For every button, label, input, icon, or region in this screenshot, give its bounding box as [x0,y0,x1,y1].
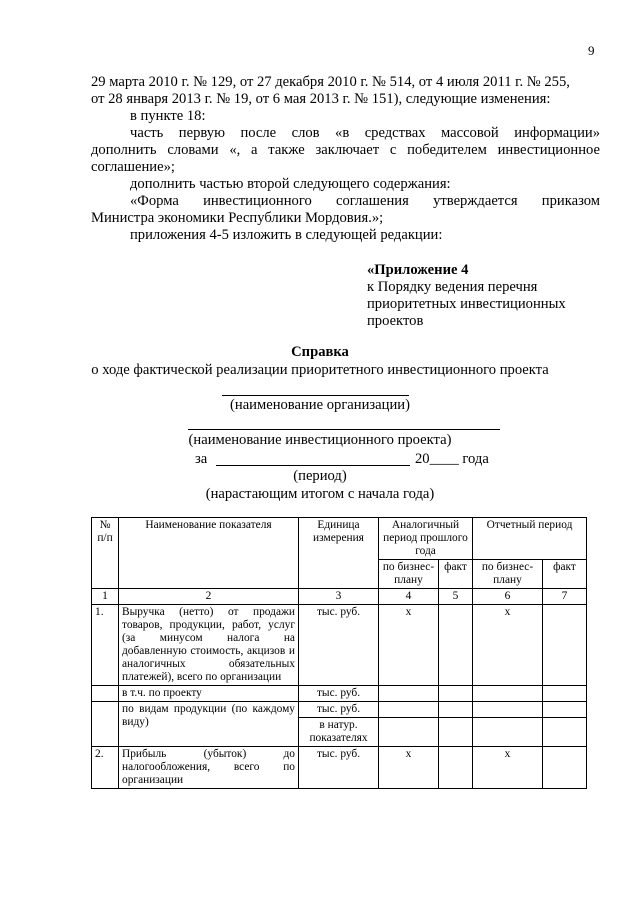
appendix-block [367,262,566,330]
period-line [216,465,410,466]
row-report-plan: х [473,605,543,686]
row-prev-plan [379,718,439,747]
project-caption: (наименование инвестиционного проекта) [188,432,452,448]
table-row [92,702,587,718]
body-line-7: дополнить частью второй следующего содержания: [130,176,451,192]
period-caption: (период) [293,468,347,484]
row-prev-fact [439,747,473,789]
col-number: 7 [543,589,587,605]
table-column-numbers-row [92,589,587,605]
indicators-table [91,517,587,789]
col-number: 4 [379,589,439,605]
cumulative-caption: (нарастающим итогом с начала года) [205,486,435,502]
row-report-plan [473,686,543,702]
body-line-1: 29 марта 2010 г. № 129, от 27 декабря 2010 г. № 514, от 4 июля 2011 г. № 255, [91,74,570,90]
page-number: 9 [588,43,595,58]
row-unit: тыс. руб. [299,605,379,686]
col-number: 6 [473,589,543,605]
header-prev-period: Аналогичный период прошлого года [379,518,473,560]
subheader-report-fact: факт [543,560,587,589]
doc-subtitle: о ходе фактической реализации приоритетного инвестиционного проекта [91,362,549,378]
row-unit: тыс. руб. [299,747,379,789]
row-report-fact [543,686,587,702]
appendix-title: «Приложение 4 [367,262,469,278]
body-line-4: часть первую после слов «в средствах массовой информации» [130,125,600,141]
row-report-fact [543,747,587,789]
row-unit: тыс. руб. [299,686,379,702]
period-prefix: за [195,451,208,467]
org-name-line [222,395,409,396]
row-prev-fact [439,702,473,718]
header-num: № п/п [92,518,119,589]
row-prev-fact [439,718,473,747]
row-num: 1. [92,605,119,686]
row-name: по видам продукции (по каждому виду) [119,702,299,747]
row-num [92,686,119,702]
appendix-line-2: приоритетных инвестиционных [367,296,566,312]
row-name: Выручка (нетто) от продажи товаров, продукции, работ, услуг (за минусом налога на добавленную стоимость, акцизов и аналогичных обязательных платежей), всего по организации [119,605,299,686]
row-num [92,702,119,747]
appendix-line-3: проектов [367,313,424,329]
body-line-9: Министра экономики Республики Мордовия.»; [91,210,384,226]
row-unit: тыс. руб. [299,702,379,718]
row-num: 2. [92,747,119,789]
project-name-line [188,429,500,430]
row-unit: в натур. показателях [299,718,379,747]
table-header-row [92,518,587,560]
row-prev-plan [379,702,439,718]
row-report-plan [473,702,543,718]
row-prev-plan: х [379,605,439,686]
row-name: в т.ч. по проекту [119,686,299,702]
row-report-fact [543,605,587,686]
header-name: Наименование показателя [119,518,299,589]
col-number: 2 [119,589,299,605]
body-line-8: «Форма инвестиционного соглашения утверждается приказом [130,193,600,209]
row-name: Прибыль (убыток) до налогообложения, всего по организации [119,747,299,789]
row-report-fact [543,702,587,718]
header-unit: Единица измерения [299,518,379,589]
doc-title: Справка [291,344,349,360]
body-line-10: приложения 4-5 изложить в следующей редакции: [130,227,443,243]
body-line-2: от 28 января 2013 г. № 19, от 6 мая 2013 г. № 151), следующие изменения: [91,91,551,107]
period-year: 20____ года [415,451,489,467]
table-row [92,605,587,686]
org-caption: (наименование организации) [230,397,410,413]
col-number: 3 [299,589,379,605]
row-report-plan: х [473,747,543,789]
row-prev-plan [379,686,439,702]
subheader-prev-plan: по бизнес-плану [379,560,439,589]
subheader-report-plan: по бизнес-плану [473,560,543,589]
subheader-prev-fact: факт [439,560,473,589]
header-report-period: Отчетный период [473,518,587,560]
body-line-6: соглашение»; [91,159,175,175]
row-prev-plan: х [379,747,439,789]
row-prev-fact [439,686,473,702]
col-number: 1 [92,589,119,605]
table-row [92,747,587,789]
appendix-line-1: к Порядку ведения перечня [367,279,538,295]
table-row [92,686,587,702]
row-prev-fact [439,605,473,686]
row-report-plan [473,718,543,747]
col-number: 5 [439,589,473,605]
body-line-3: в пункте 18: [130,108,206,124]
row-report-fact [543,718,587,747]
body-line-5: дополнить словами «, а также заключает с победителем инвестиционное [91,142,600,158]
